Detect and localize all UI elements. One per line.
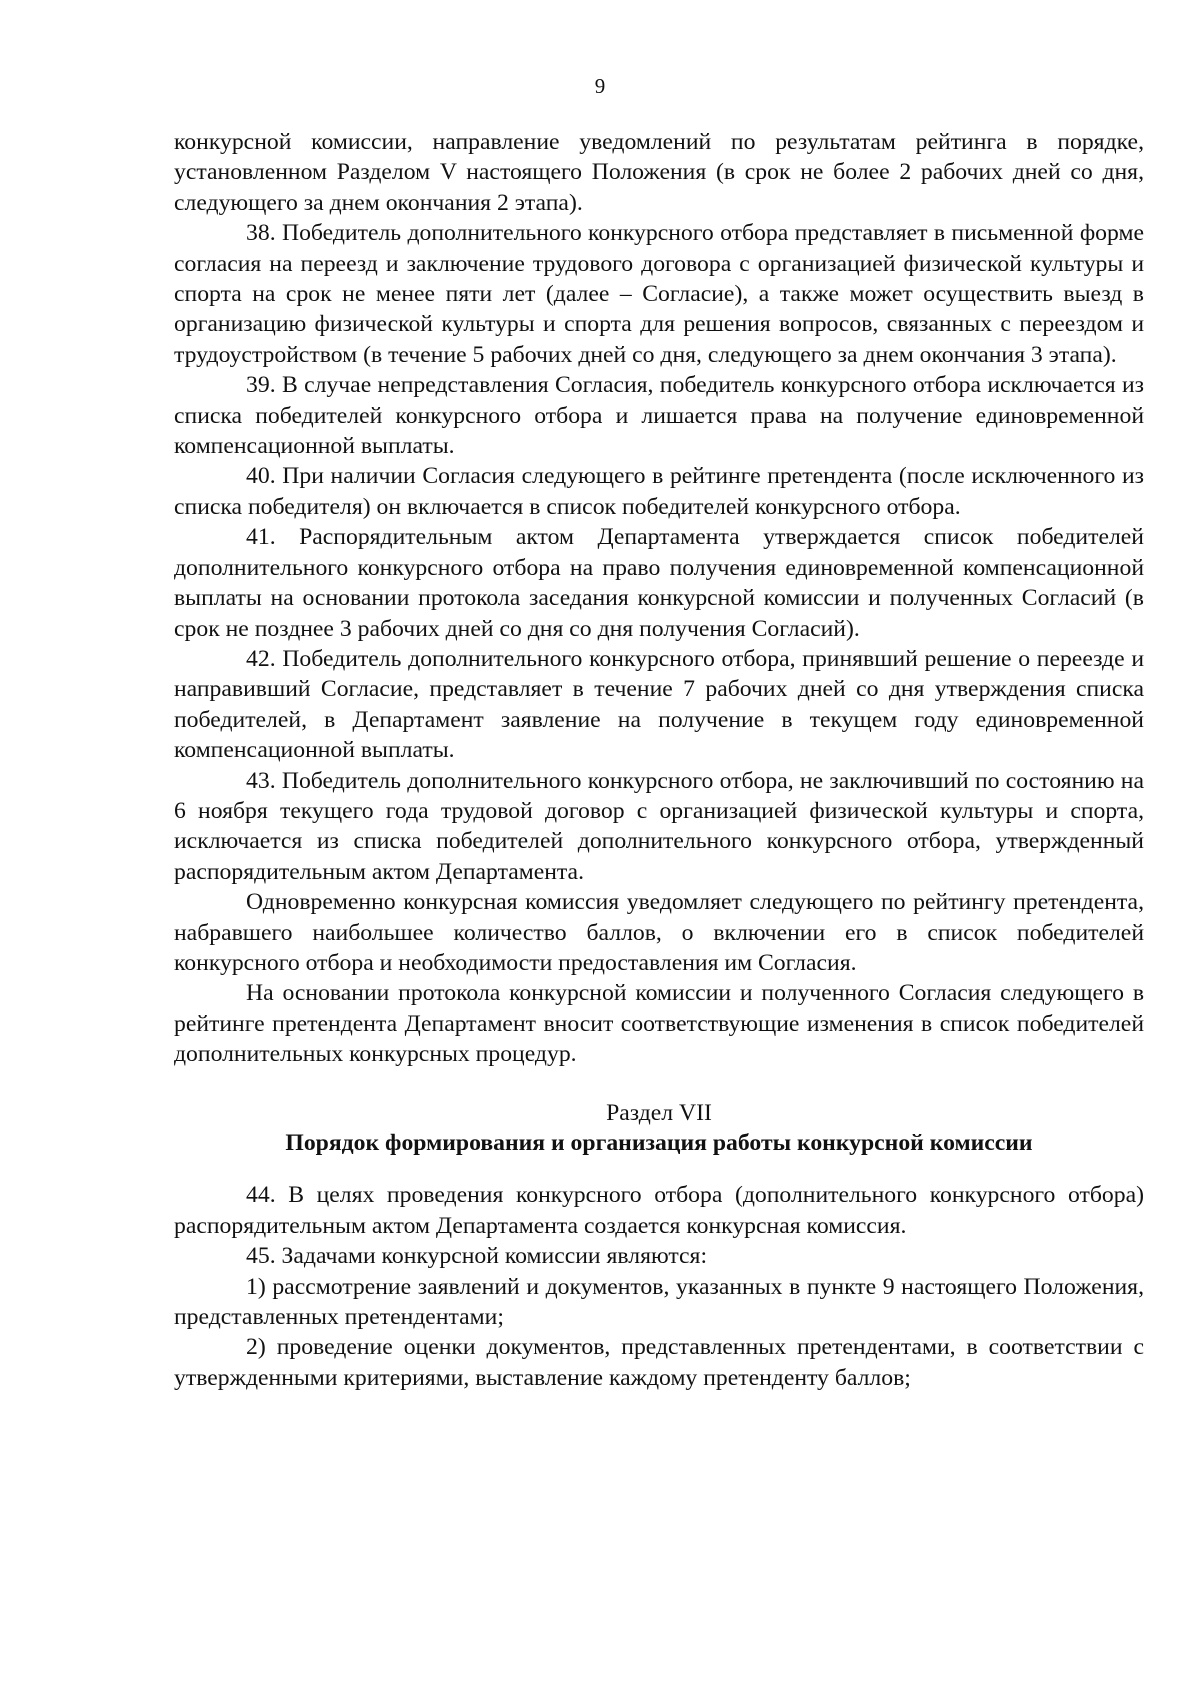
paragraph-43-continuation-2: На основании протокола конкурсной комиссии и полученного Согласия следующего в рейтинге претендента Департамент вносит соответствующие изменения в список победителей дополнительных конкурсных процедур. [174, 980, 1144, 1068]
paragraph-44: 44. В целях проведения конкурсного отбора (дополнительного конкурсного отбора) распорядительным актом Департамента создается конкурсная комиссия. [174, 1182, 1144, 1239]
paragraph-39: 39. В случае непредставления Согласия, победитель конкурсного отбора исключается из списка победителей конкурсного отбора и лишается права на получение единовременной компенсационной выплаты. [174, 372, 1144, 460]
paragraph-45: 45. Задачами конкурсной комиссии являются: [246, 1243, 708, 1270]
paragraph-continuation: конкурсной комиссии, направление уведомлений по результатам рейтинга в порядке, установленном Разделом V настоящего Положения (в срок не более 2 рабочих дней со дня, следующего за днем окончания 2 этапа). [174, 129, 1144, 216]
section-number: Раздел VII [606, 1099, 712, 1126]
section-heading [174, 1098, 1144, 1159]
paragraph-42: 42. Победитель дополнительного конкурсного отбора, принявший решение о переезде и направивший Согласие, представляет в течение 7 рабочих дней со дня утверждения списка победителей, в Департамент заявление на получение в текущем году единовременной компенсационной выплаты. [174, 645, 1144, 764]
paragraph-45-item-2: 2) проведение оценки документов, представленных претендентами, в соответствии с утвержденными критериями, выставление каждому претенденту баллов; [174, 1334, 1144, 1391]
paragraph-43-continuation-1: Одновременно конкурсная комиссия уведомляет следующего по рейтингу претендента, набравшего наибольшее количество баллов, о включении его в список победителей конкурсного отбора и необходимости предоставления им Согласия. [174, 889, 1144, 976]
section-title: Порядок формирования и организация работы конкурсной комиссии [285, 1130, 1033, 1156]
paragraph-43: 43. Победитель дополнительного конкурсного отбора, не заключивший по состоянию на 6 ноября текущего года трудовой договор с организацией физической культуры и спорта, исключается из списка победителей дополнительного конкурсного отбора, утвержденный распорядительным актом Департамента. [174, 767, 1144, 885]
paragraph-41: 41. Распорядительным актом Департамента утверждается список победителей дополнительного конкурсного отбора на право получения единовременной компенсационной выплаты на основании протокола заседания конкурсной комиссии и полученных Согласий (в срок не позднее 3 рабочих дней со дня со дня получения Согласий). [174, 524, 1144, 642]
document-body [174, 127, 1144, 1393]
paragraph-40: 40. При наличии Согласия следующего в рейтинге претендента (после исключенного из списка победителя) он включается в список победителей конкурсного отбора. [174, 463, 1144, 520]
paragraph-45-item-1: 1) рассмотрение заявлений и документов, указанных в пункте 9 настоящего Положения, представленных претендентами; [174, 1273, 1144, 1331]
paragraph-38: 38. Победитель дополнительного конкурсного отбора представляет в письменной форме согласия на переезд и заключение трудового договора с организацией физической культуры и спорта на срок не менее пяти лет (далее – Согласие), а также может осуществить выезд в организацию физической культуры и спорта для решения вопросов, связанных с переездом и трудоустройством (в течение 5 рабочих дней со дня, следующего за днем окончания 3 этапа). [174, 220, 1144, 368]
page-number: 9 [594, 74, 606, 98]
